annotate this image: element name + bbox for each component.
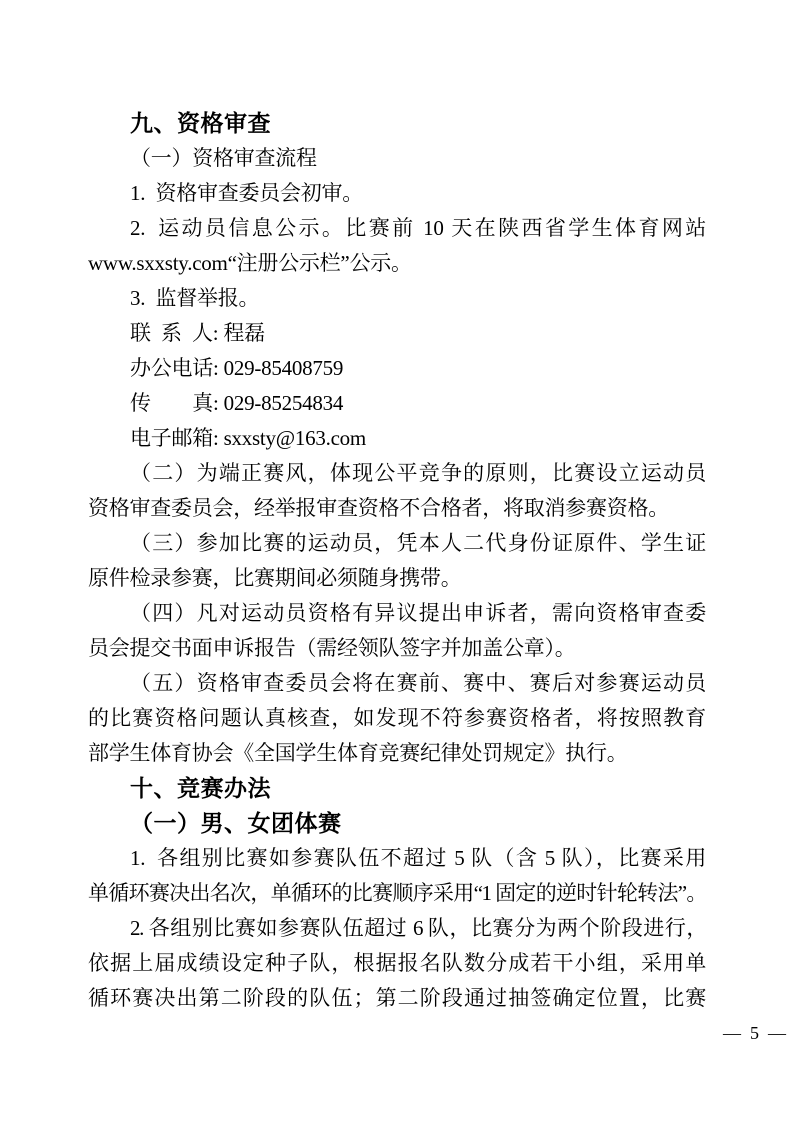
page-footer: [0, 1016, 794, 1051]
subsection-title-review-process: （一）资格审查流程: [130, 146, 317, 170]
method-item-2-line-2: 依据上届成绩设定种子队，根据报名队数分成若干小组，采用单: [88, 951, 706, 975]
para-five-line-3: 部学生体育协会《全国学生体育竞赛纪律处罚规定》执行。: [88, 741, 628, 765]
method-item-1-line-1: 1. 各组别比赛如参赛队伍不超过 5 队（含 5 队），比赛采用: [130, 846, 706, 870]
method-item-2-line-3: 循环赛决出第二阶段的队伍；第二阶段通过抽签确定位置，比赛: [88, 986, 706, 1010]
method-item-1-line-2: 单循环赛决出名次，单循环的比赛顺序采用“1 固定的逆时针轮转法”。: [88, 881, 706, 905]
para-three-line-2: 原件检录参赛，比赛期间必须随身携带。: [88, 566, 462, 590]
para-four-line-1: （四）凡对运动员资格有异议提出申诉者，需向资格审查委: [130, 601, 706, 625]
review-item-1: 1. 资格审查委员会初审。: [130, 181, 363, 205]
para-two-line-2: 资格审查委员会，经举报审查资格不合格者，将取消参赛资格。: [88, 496, 669, 520]
para-three-line-1: （三）参加比赛的运动员，凭本人二代身份证原件、学生证: [130, 531, 706, 555]
contact-email: 电子邮箱: sxxsty@163.com: [130, 426, 367, 450]
review-item-3: 3. 监督举报。: [130, 286, 260, 310]
para-two-line-1: （二）为端正赛风，体现公平竞争的原则，比赛设立运动员: [130, 461, 706, 485]
section-heading-nine: 九、资格审查: [130, 110, 271, 136]
page-number: — 5 —: [723, 1023, 786, 1043]
method-item-2-line-1: 2. 各组别比赛如参赛队伍超过 6 队，比赛分为两个阶段进行，: [130, 916, 706, 940]
contact-fax: 传 真: 029-85254834: [130, 391, 344, 415]
subsection-heading-team-event: （一）男、女团体赛: [130, 811, 342, 836]
contact-person: 联 系 人: 程磊: [130, 321, 265, 345]
review-item-2-line-1: 2. 运动员信息公示。比赛前 10 天在陕西省学生体育网站: [130, 216, 706, 240]
section-heading-ten: 十、竞赛办法: [130, 775, 271, 801]
para-four-line-2: 员会提交书面申诉报告（需经领队签字并加盖公章）。: [88, 636, 576, 660]
review-item-2-line-2: www.sxxsty.com“注册公示栏”公示。: [88, 251, 412, 275]
contact-office-phone: 办公电话: 029-85408759: [130, 356, 344, 380]
para-five-line-2: 的比赛资格问题认真核查，如发现不符参赛资格者，将按照教育: [88, 706, 706, 730]
para-five-line-1: （五）资格审查委员会将在赛前、赛中、赛后对参赛运动员: [130, 671, 706, 695]
